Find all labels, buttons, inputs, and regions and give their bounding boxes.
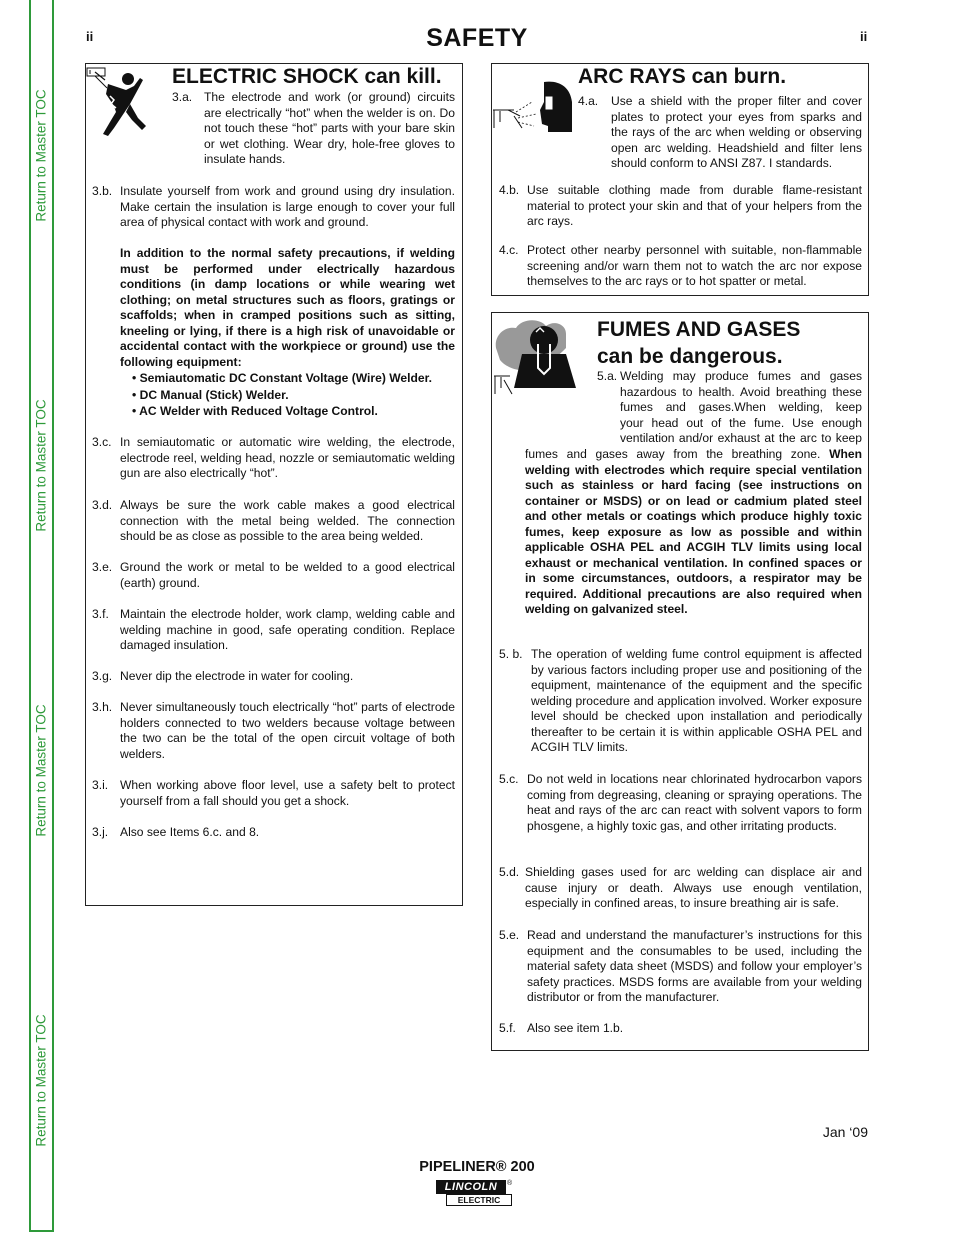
item-4b: 4.b. Use suitable clothing made from durable flame-resistant material to protect your skin and that of your helpers from the arc rays. <box>499 183 862 228</box>
fumes-heading-line2: can be dangerous. <box>597 345 783 368</box>
electric-shock-heading: ELECTRIC SHOCK can kill. <box>172 65 442 88</box>
lincoln-electric-logo: LINCOLN ELECTRIC ® <box>436 1180 512 1207</box>
arc-rays-heading: ARC RAYS can burn. <box>578 65 787 88</box>
item-5a: 5.a. Welding may produce fumes and gases hazardous to health. Avoid breathing these fumes and gases.When welding, keep your head out of the fume. Use enough ventilation and/or exhaust at the arc to keep <box>597 369 862 445</box>
item-3a: 3.a. The electrode and work (or ground) circuits are electrically “hot” when the welder is on. Do not touch these “hot” parts with your bare skin or wet clothing. Wear dry, hole-free gloves to insulate hands. <box>172 90 455 166</box>
item-5f: 5.f. Also see item 1.b. <box>499 1021 624 1035</box>
revision-date: Jan ‘09 <box>822 1124 868 1140</box>
item-3i: 3.i. When working above floor level, use a safety belt to protect yourself from a fall should you get a shock. <box>92 778 455 808</box>
item-5d: 5.d. Shielding gases used for arc welding can displace air and cause injury or death. Always use enough ventilation, especially in confined areas, to insure breathing air is safe. <box>499 865 862 910</box>
return-to-master-toc-link-2[interactable]: Return to Master TOC <box>34 398 49 532</box>
electric-hazard-warning: In addition to the normal safety precautions, if welding must be performed under electrically hazardous conditions (in damp locations or while wearing wet clothing; on metal structures such as floors, gratings or scaffolds; when in cramped positions such as sitting, kneeling or lying, if there is a high risk of unavoidable or accidental contact with the workpiece or ground) use the following equipment: <box>120 246 455 369</box>
fumes-heading-line1: FUMES AND GASES <box>597 318 801 341</box>
item-5c: 5.c. Do not weld in locations near chlorinated hydrocarbon vapors coming from degreasing, cleaning or spraying operations. The heat and rays of the arc can react with solvent vapors to form phosgene, a highly toxic gas, and other irritating products. <box>499 772 862 833</box>
page-number-left: ii <box>86 29 94 44</box>
fumes-gases-icon <box>492 318 590 398</box>
item-4a: 4.a. Use a shield with the proper filter and cover plates to protect your eyes from sparks and the rays of the arc when welding or observing open arc welding. Headshield and filter lens should conform to ANSI Z87. I standards. <box>578 94 862 170</box>
return-to-master-toc-link-4[interactable]: Return to Master TOC <box>34 1013 49 1147</box>
arc-rays-icon <box>492 80 574 136</box>
item-3d: 3.d. Always be sure the work cable makes a good electrical connection with the metal being welded. The connection should be as close as possible to the area being welded. <box>92 498 455 543</box>
product-model: PIPELINER® 200 <box>419 1159 535 1175</box>
item-3g: 3.g. Never dip the electrode in water for cooling. <box>92 669 354 683</box>
item-3b: 3.b. Insulate yourself from work and ground using dry insulation. Make certain the insulation is large enough to cover your full area of physical contact with work and ground. <box>92 184 455 229</box>
return-to-master-toc-link-1[interactable]: Return to Master TOC <box>34 88 49 222</box>
page-title: SAFETY <box>426 24 528 52</box>
item-3f: 3.f. Maintain the electrode holder, work clamp, welding cable and welding machine in good, safe operating condition. Replace damaged insulation. <box>92 607 455 652</box>
page-number-right: ii <box>860 29 868 44</box>
return-to-master-toc-link-3[interactable]: Return to Master TOC <box>34 703 49 837</box>
equipment-item-2: • DC Manual (Stick) Welder. <box>132 388 289 402</box>
equipment-item-3: • AC Welder with Reduced Voltage Control. <box>132 404 378 418</box>
item-3e: 3.e. Ground the work or metal to be welded to a good electrical (earth) ground. <box>92 560 455 590</box>
fumes-heading <box>597 316 800 370</box>
item-5b: 5. b. The operation of welding fume control equipment is affected by various factors including proper use and positioning of the equipment, maintenance of the equipment and the specific welding procedure and application involved. Worker exposure level should be checked upon installation and periodically thereafter to be certain it is within applicable OSHA PEL and ACGIH TLV limits. <box>499 647 862 754</box>
item-3c: 3.c. In semiautomatic or automatic wire welding, the electrode, electrode reel, welding head, nozzle or semiautomatic welding gun are also electrically “hot”. <box>92 435 455 480</box>
item-3h: 3.h. Never simultaneously touch electrically “hot” parts of electrode holders connected to two welders because voltage between the two can be the total of the open circuit voltage of both welders. <box>92 700 455 761</box>
item-3j: 3.j. Also see Items 6.c. and 8. <box>92 825 260 839</box>
equipment-item-1: • Semiautomatic DC Constant Voltage (Wire) Welder. <box>132 371 433 385</box>
item-5a-continued: fumes and gases away from the breathing zone. When welding with electrodes which require special ventilation such as stainless or hard facing (see instructions on container or MSDS) or on lead or cadmium plated steel and other metals or coatings which produce highly toxic fumes, keep exposure as low as possible and within applicable OSHA PEL and ACGIH TLV limits using local exhaust or mechanical ventilation. In confined spaces or in some circumstances, outdoors, a respirator may be required. Additional precautions are also required when welding on galvanized steel. <box>525 447 862 616</box>
electric-shock-icon <box>86 66 166 140</box>
item-4c: 4.c. Protect other nearby personnel with suitable, non-flammable screening and/or warn them not to watch the arc nor expose themselves to the arc rays or to hot spatter or metal. <box>499 243 862 288</box>
item-5e: 5.e. Read and understand the manufacturer’s instructions for this equipment and the consumables to be used, including the material safety data sheet (MSDS) and follow your employer’s safety practices. MSDS forms are available from your welding distributor or from the manufacturer. <box>499 928 862 1004</box>
